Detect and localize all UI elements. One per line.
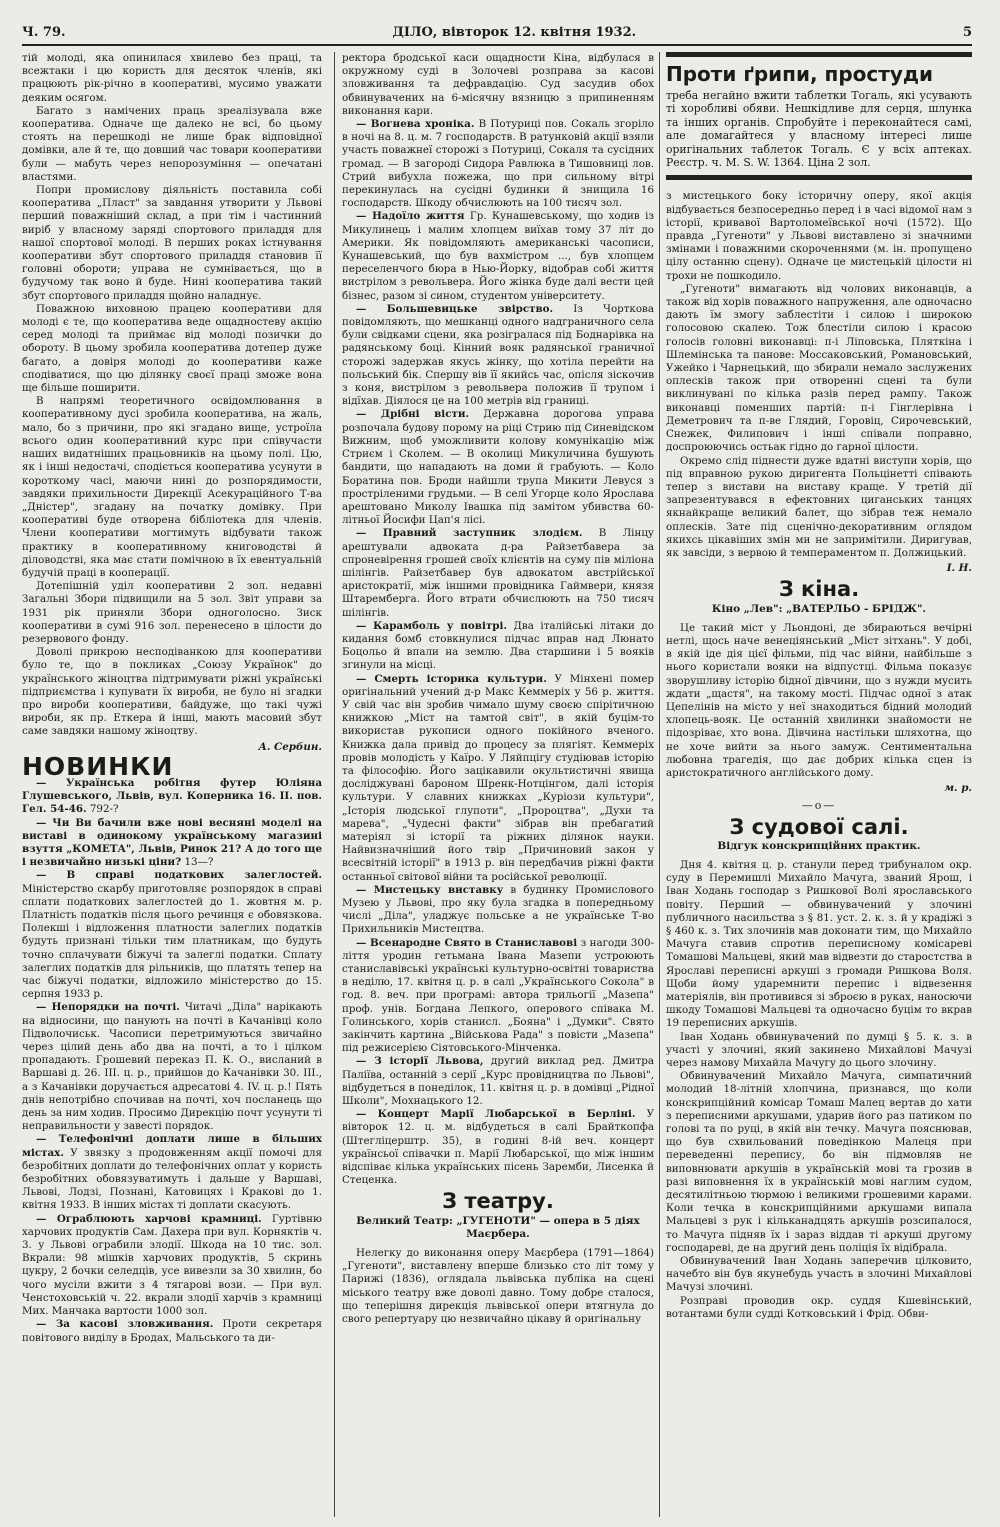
news-item [342,52,654,118]
column-divider-1 [334,52,335,1517]
news-item [22,817,322,870]
news-text: 13—? [181,856,214,869]
news-item [342,673,654,884]
news-text: ректора бродської каси ощадности Кіна, відбулася в окружному суді в Золочеві розправа за касові зловживання та дефравдацію. Суд засудив обох обвинувачених на 6-місячну вязницю з припиненням виконання кари. [342,52,654,117]
page-header [22,22,972,42]
news-text: У Мінхені помер оригінальний учений д-р Макс Кеммеріх у 56 р. життя. У свій час він зробив чимало шуму своєю спірітичною книжкою „Міст на тамтой світ", в якій буцім-то використав рукописи одного покійного вченого. Книжка дала привід до процесу за плягіят. Кеммеріх провів молодість у Каїро. У Ляйпцігу студіював історію та філософію. Його зацікавили окультистичні явища досліджувані бароном Шренк-Нотцінгом, далі історія культури. У славних книжках „Куріози культури", „Історія людської глупоти", „Пророцтва", „Духи та марева", „Чудесні факти" зібрав він пребагатий матеріял зі історії та ріжних ділянок науки. Найвизначніший його твір „Причиновий закон у всесвітній історії" в 1913 р. він передбачив ріжні факти останньої світової війни та російської революції. [342,672,654,883]
news-item [342,210,654,302]
article-paragraph: Багато з намічених праць зреалізувала вже кооператива. Одначе ще далеко не всі, бо цьому стоять на перешкоді не лише брак відповідної домівки, але й те, що довший час товари кооперативи були — мабуть через непорозуміння — опечатані властями. [22,104,322,183]
article-paragraph: Це такий міст у Льондоні, де збираються вечірні нетлі, щось наче венеціянський „Міст зітхань". У добі, в якій іде дія цієї фільми, під час війни, найбільше з нього користали вояки на відпустці. Фільма показує зворушливу історію бідної дівчини, що з нужди мусить ждати „щастя", на такому мості. Підчас одної з атак Цепелінів на місто у неї знаходиться бідний молодий хлопець-вояк. Це останній хвилинки знайомости не підозріває, хто вона. Дівчина настільки шляхотна, що не хоче вийти за нього замуж. Сентиментальна любовна трагедія, що дає добрих кілька сцен із аристократичного англійського дому. [666,621,972,779]
court-subheading: Відгук конскрипційних практик. [717,839,921,852]
article-paragraph: Нелегку до виконання оперу Маєрбера (1791—1864) „Гугеноти", виставлену вперше близько сто літ тому у Парижі (1836), оглядала львівська публіка на сцені міського театру вже доволі давно. Тому добре сталося, що теперішня дирекція львівської опери втягнула до свого репертуару цю незвичайно цікаву й оригінальну [342,1247,654,1326]
news-lead: — Правний заступник злодієм. [356,527,583,540]
article-paragraph: Дня 4. квітня ц. р. станули перед трибуналом окр. суду в Перемишлі Михайло Мачуга, званий Ярош, і Іван Ходань господар з Ришкової Волі ярославського повіту. Перший — обвинувачений у злочині публичного насильства з § 81. уст. 2. к. з. й у крадіжі з § 460 к. з. Тих злочинів мав доконати тим, що Михайло Мачуга ставив спротив переписному комісареві Томашові Мальцеві, який мав відвезти до старостства в Ярославі переписні аркуші з громади Ришкова Воля. Щоби йому ударемнити перепис і відвезення матеріялів, він противився зі зброєю в руках, наносючи шкоду Томашові Мальцеві та одночасно буцім то вкрав 19 переписних аркушів. [666,858,972,1030]
news-text: Читачі „Діла" нарікають на відносини, що панують на почті в Качанівці коло Підволочиськ. Часописи перетримуються звичайно через цілий день або два на почті, а то і цілком пропадають. Грошевий переказ П. К. О., висланий в Варшаві д. 26. III. ц. р., прийшов до Качанівки 30. III., а з Качанівки доручається адресатові 4. IV. ц. р.! Пять днів непотрібно спочивав на почті, хоч посланець що день за ним ходив. Просимо Дирекцію почт усунути ті неправильности у завесті порядок. [22,1001,322,1133]
news-lead: — З історії Львова, [356,1055,484,1068]
news-text: Міністерство скарбу приготовляє розпорядок в справі сплати податкових залеглостей до 1. жовтня м. р. Платність податків після цього речинця є обовязкова. Полекші і відложення платности залеглих податків будуть признані тільки тим платникам, що будуть точно сплачувати біжучі та залеглі податки. Сплату залеглих податків для рільників, що платять тепер на час біжучі податки, відложило міністерство до 15. серпня 1933 р. [22,882,322,1001]
theatre-heading: З театру. [442,1189,554,1214]
news-lead: — Вогнева хроніка. [356,118,475,131]
news-text: другий виклад ред. Дмитра Паліїва, останній з серії „Курс провідництва по Львові", відбудеться в понеділок, 11. квітня ц. р. в домівці „Рідної Школи", Мохнацького 12. [342,1055,654,1108]
news-item [22,1001,322,1133]
news-item [22,1133,322,1212]
news-lead: — Большевицьке звірство. [356,302,554,315]
news-text: з нагоди 300-ліття уродин гетьмана Івана Мазепи устроюють станиславівські українські культурно-освітні товариства в неділю, 17. квітня ц. р. в салі „Українського Сокола" в год. 8. веч. при програмі: автора трильогії „Мазепа" проф. унів. Богдана Лепкого, оперового співака М. Голинського, хорів станисл. „Бояна" і „Думки". Свято закінчить картина „Військова Рада" з повісти „Мазепа" під режисерією Сіятовського-Мінченка. [342,936,654,1055]
article-paragraph: Обвинувачений Михайло Мачуга, симпатичний молодий 18-літній хлопчина, признався, що коли конскрипційний комісар Томаш Малец вертав до хати з переписними аркушами, ударив його раз патиком по голові та по руці, в якій він течку. Мачуга пояснював, що був схвильований поведінкою Малеця при переведенні перепису, бо він підмовляв не виповнювати аркушів в українській мові та грозив в разі виповнення їх в українській мові наглим судом, десятилітньою тюрмою і великими грошевими карами. Коли течка в конскрипційними аркушами випала Мальцеві з рук і кільканадцять аркушів розсипалося, то Мачуга підняв їх і зараз віддав ті аркуші другому господареві, де на другий день поліція їх відібрала. [666,1070,972,1254]
news-item [22,1213,322,1319]
news-item [342,408,654,527]
news-item [342,303,654,409]
news-lead: — В справі податкових залеглостей. [36,869,322,882]
news-text: Проти секретаря повітового виділу в Бродах, Мальського та ди- [22,1318,322,1344]
article-paragraph: з мистецького боку історичну оперу, якої акція відбувається безпосередньо перед і в часі відомої нам з історії, кривавої Вартоломеївської ночі (1572). Що правда „Гугеноти" у Львові виставлено зі значними змінами і поважними скороченнями (м. ін. пропущено цілу останню сцену). Одначе це мистецькій цілости ні трохи не пошкодило. [666,190,972,282]
news-lead: — Українська робітня футер Юліяна Глушевського, Львів, вул. Коперника 16. II. пов. Гел. 54-46. [22,776,322,816]
news-lead: — Ограблюють харчові крамниці. [36,1212,262,1225]
news-item [342,937,654,1056]
cinema-subheading: Кіно „Лев": „ВАТЕРЛЬО - БРІДЖ". [711,602,927,615]
column-divider-2 [659,52,660,1517]
news-item [342,620,654,673]
column-2 [342,52,654,1517]
news-lead: — Карамболь у повітрі. [356,619,507,632]
court-heading: З судової салі. [729,814,909,839]
news-lead: — Дрібні вісти. [356,408,470,421]
news-lead: — Телефонічні доплати лише в більших містах. [22,1133,322,1159]
news-text: Із Чорткова повідомляють, що мешканці одного надграничного села були свідками сцени, яка розігралася під Боднарівка на радянському боці. Кінний вояк радянської граничної сторожі задержав якусь жінку, що хотіла перейти на польський бік. Спершу вів її якийсь час, опісля зіскочив з коня, вистрілом з револьвера положив її трупом і відїхав. Діялося це на 100 метрів від границі. [342,302,654,408]
article-paragraph: „Гугеноти" вимагають від чолових виконавців, а також від хорів поважного напруження, але одночасно дають їм змогу заблестіти і силою і широкою голосовою скалею. Тож блестіли силою і красою голосів головні виконавці: п-і Ліповська, Пляткіна і Шлемінська та панове: Моссаковський, Романовський, Ужейко і Чарнецький, що збирали немало заслужених оплесків також при отворенні сцені та були виклинувані по кілька разів перед рампу. Також виконавці поменших партій: п-і Гінглерівна і Деметрович та п-ве Глядий, Горовіц, Сирочевський, Снежек, Филипович і інші співали поправно, доспроюючись остьак гідно до гарної цілости. [666,282,972,454]
news-item [342,1055,654,1108]
article-signature: м. р. [944,782,972,795]
news-lead: — Концерт Марії Любарської в Берліні. [356,1108,636,1121]
news-item [342,118,654,210]
news-text: У вівторок 12. ц. м. відбудеться в салі Брайткопфа (Штегліцерштр. 35), в годині 8-ій веч. концерт українсьої співачки п. Марії Любарської, що між іншим відспіває кілька українських пісень Заремби, Лисенка й Стеценка. [342,1108,654,1187]
column-1 [22,52,322,1517]
theatre-subheading: Великий Театр: „ГУГЕНОТИ" — опера в 5 діях Маєрбера. [356,1214,640,1240]
article-paragraph: Розправі проводив окр. суддя Кшевінський, вотантами були судді Котковський і Фрід. Обви- [666,1294,972,1320]
news-item [342,884,654,937]
news-text: В Потуриці пов. Сокаль згоріло в ночі на 8. ц. м. 7 господарств. В ратунковій акції взяли участь поважнеї сторожі з Потуриці, Сокаля та сусідних громад. — В загороді Сидора Равлюка в Тишовниці лов. Стрий вибухла пожежа, що при сильному вітрі перекинулась на сусідні будинки й знищила 16 господарств. Шкоду обчислюють на 100 тисяч зол. [342,118,654,210]
news-lead: — Надоїло життя [356,210,465,223]
news-text: Гуртівню харчових продуктів Сам. Дахера при вул. Корняктів ч. 3. у Львові ограбили злодії. Шкода на 10 тис. зол. Вкрали: 98 мішків харчових продуктів, 5 скринь цукру, 2 бочки селедців, усе вивезли за 30 хвилин, бо чого мусіли вжити з 4 тягарові вози. — При вул. Ченстоховській ч. 22. вкрали злодії харчів з крамниці Мих. Манчака вартости 1000 зол. [22,1212,322,1318]
news-text: Гр. Кунашевському, що ходив із Микулинець і малим хлопцем виїхав тому 37 літ до Америки. Як повідомляють американські часописи, Кунашевський, що був вахмістром ..., був хлопцем переселенчого бюра в Нью-Йорку, відобрав собі життя вистрілом з револьвера. Його жінка буде далі вести цей бізнес, разом зі сином, студентом університету. [342,210,654,302]
news-text: В Лінцу арештували адвоката д-ра Райзетбавера за спроневірення грошей своїх клієнтів на суму пів міліона шілінгів. Райзетбавер був адвокатом австрійської аристократії, між іншими провідника Гаймвери, князя Штаремберга. Його втрати обчислюють на 750 тисяч шілінгів. [342,527,654,619]
article-paragraph: Поважною виховною працею кооперативи для молоді є те, що кооператива веде ощадностеву акцію серед молоді та приймає від молоді позички до обороту. В цьому зробила кооператива дотепер дуже багато, а довіря молоді до кооперативи каже сподіватися, що цю ділянку своєї праці зможе вона ще більше поширити. [22,302,322,395]
section-divider: —o— [801,799,837,813]
news-lead: — За касові зловживання. [36,1318,214,1331]
masthead-date: ДІЛО, вівторок 12. квітня 1932. [392,24,637,40]
news-lead: — Всенародне Свято в Станиславові [356,936,578,949]
article-signature: І. Н. [946,562,972,575]
news-text: У звязку з продовженням акції помочі для безробітних доплати до телефонічних оплат у користь безробітних обовязуватимуть і дальше у Варшаві, Львові, Лодзі, Познані, Катовицях і Кракові до 1. квітня 1933. В інших містах ті доплати скасують. [22,1146,322,1212]
article-paragraph: Попри промислову діяльність поставила собі кооператива „Пласт" за завдання утворити у Львові перший поважніший склад, а при тім і частинний виріб у власному заряді спортового приладдя для нашої спортової молоді. В перших роках істнування кооперативи збут спортового приладдя становив її головні обороти; управа не сумнівається, що в будучому так воно й буде. Нині кооператива такий збут спортового приладдя щойно наладнує. [22,184,322,302]
article-paragraph: тій молоді, яка опинилася хвилево без праці, та всежтаки і цю користь для десяток членів, які працюють рік-річно в кооперативі, мусимо уважати деяким осягом. [22,52,322,104]
news-item [22,1318,322,1344]
page-number: 5 [962,24,972,40]
article-paragraph: Окремо слід піднести дуже вдатні виступи хорів, що під вправною рукою диригента Польцінетті співають тепер з вистави на виставу краще. У третій дії запрезентувався в ефектовних циганських танцях якнайкраще великий балет, що зібрав теж немало оплесків. Зате під сценічно-декоративним оглядом якихсь цікавіших змін ми не запримітили. Диригував, як завсіди, з вервою й темпераментом п. Должицький. [666,454,972,559]
issue-number: Ч. 79. [22,24,66,40]
news-text: 792-? [86,803,119,816]
news-item [22,777,322,817]
news-item [22,869,322,1001]
togal-advertisement [666,52,972,180]
news-text: Два італійські літаки до кидання бомб стовкнулися підчас вправ над Люнато Боцольо й впали на землю. Два старшини і 5 вояків згинули на місці. [342,619,654,672]
news-lead: — Мистецьку виставку [356,883,504,896]
ad-text: треба негайно вжити таблетки Тогаль, які усувають ті хоробливі обяви. Нешкідливе для серця, шлунка та інших органів. Спробуйте і переконайтеся самі, але домагайтеся у власному інтересі лише оригінальних таблеток Тогаль. Є у всіх аптеках. Реєстр. ч. M. S. W. 1364. Ціна 2 зол. [666,89,972,170]
news-item [342,527,654,619]
news-lead: — Непорядки на почті. [36,1001,180,1014]
article-paragraph: Іван Ходань обвинувачений по думці § 5. к. з. в участі у злочині, який закинено Михайлові Мачузі через намову Михайла Мачугу до цього злочину. [666,1030,972,1070]
article-paragraph: Дотепішній уділ кооперативи 2 зол. недавні Загальні Збори підвищили на 5 зол. Звіт управи за 1931 рік приняли Збори одноголосно. Зиск кооперативи в сумі 916 зол. перенесено в цілости до резервового фонду. [22,580,322,645]
news-text: в будинку Промислового Музею у Львові, про яку була згадка в попередньому числі „Діла", уладжує польське а не українське Т-во Прихильників Мистецтва. [342,883,654,936]
ad-title: Проти ґрипи, простуди [666,62,934,86]
column-3 [666,52,972,1517]
header-rule [22,44,972,46]
news-lead: — Чи Ви бачили вже нові весняні моделі на виставі в одинокому українському магазині взуття „КОМЕТА", Львів, Ринок 21? А до того ще і незвичайно низькі ціни? [22,816,322,869]
cinema-heading: З кіна. [778,577,860,602]
news-lead: — Смерть історика культури. [356,672,547,685]
article-paragraph: Доволі прикрою несподіванкою для кооперативи було те, що в покликах „Союзу Українок" до українського жіноцтва підтримувати ріжні українські підприємства і купувати їх вироби, не було ні згадки про вироби кооперативи, байдуже, що такі чужі вироби, як пр. Еткера й інші, мають масовий збут саме завдяки нашому жіноцтву. [22,646,322,738]
article-signature: А. Сербин. [258,740,322,753]
article-paragraph: В напрямі теоретичного освідомлювання в кооперативному дусі зробила кооператива, на жаль, мало, бо з причини, про які згадано вище, устроїла всього один кооперативний курс при співучасти наших видатніших працьовників на цьому полі. Цю, як і інші недостачі, сподіється кооператива усунути в короткому часі, маючи нині до розпорядимости, завдяки прихильности Дирекції Асекураційного Т-ва „Дністер", згадану на початку домівку. При кооперативі буде отворена бібліотека для членів. Члени кооперативи могтимуть відбувати також практику в кооперативному книговодстві й діловодстві, яка має стати помічною в їх евентуальній будучій праці в кооперації. [22,395,322,579]
novynky-heading: НОВИНКИ [22,751,174,781]
news-item [342,1108,654,1187]
news-text: Державна дорогова управа розпочала будову порому на ріці Стрию під Синевідском Вижним, щоб уможливити колову комунікацію між Стриєм і Сколем. — В околиці Микуличина бушують бандити, що нападають на доми й грабують. — Коло Боратина пов. Броди найшли трупа Микити Левуся з простріленими грудьми. — В селі Угорце коло Ярослава арештовано Миколу Івашка під замітом убивства 60-літньої Йосифи Цап'я лісі. [342,408,654,527]
article-paragraph: Обвинувачений Іван Ходань заперечив цілковито, начебто він був якунебудь участь в злочині Михайлові Мачузі злочині. [666,1255,972,1294]
